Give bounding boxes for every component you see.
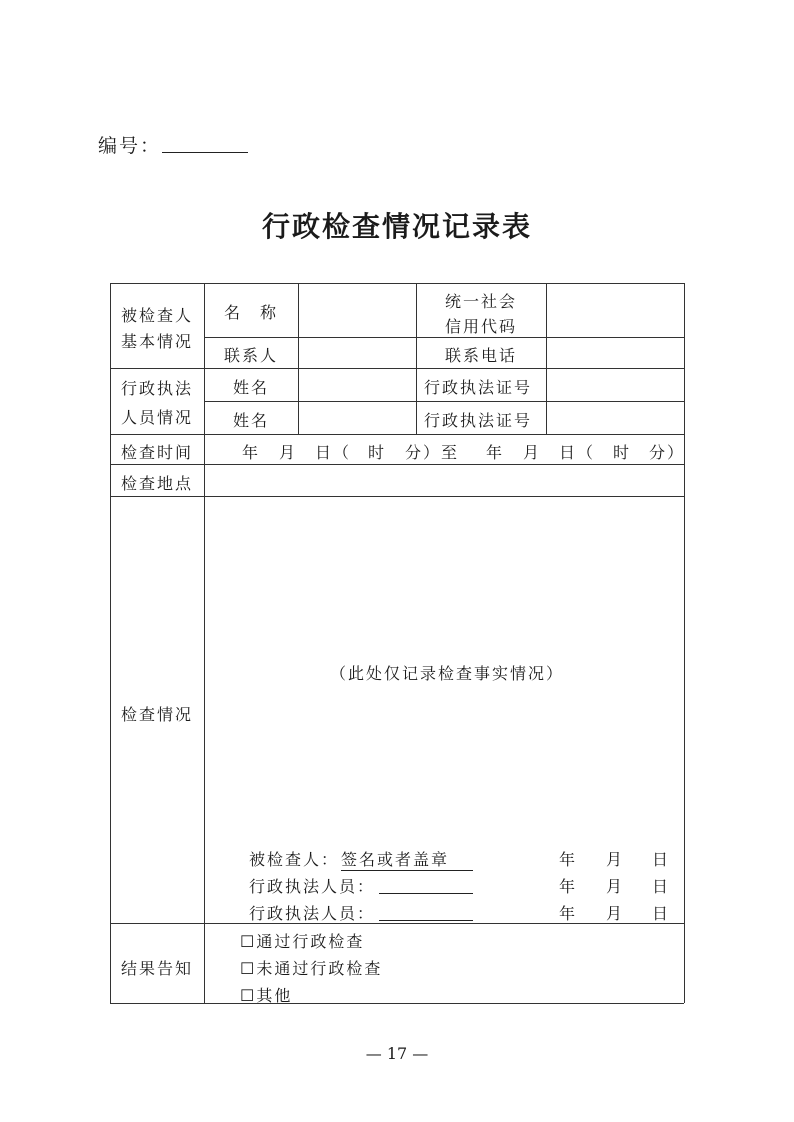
officer-name-field[interactable]	[299, 402, 416, 434]
inspected-party-label: 被检查人	[121, 306, 194, 325]
credit-code-label: 统一社会	[445, 292, 518, 311]
officer-cert-label: 行政执法证号	[424, 378, 533, 397]
officer-sign-label: 行政执法人员：	[249, 904, 376, 923]
phone-field[interactable]	[547, 338, 684, 368]
result-option[interactable]	[240, 929, 364, 952]
time-minute: 分）至	[405, 443, 460, 462]
time-hour: 时	[368, 443, 387, 462]
officer-name-field[interactable]	[299, 369, 416, 401]
table-border-bottom	[110, 1003, 684, 1004]
time-year: 年	[242, 443, 261, 462]
officer-cert-label: 行政执法证号	[424, 411, 533, 430]
contact-field[interactable]	[299, 338, 416, 368]
credit-code-field[interactable]	[547, 284, 684, 337]
checkbox-icon[interactable]: ☐	[240, 959, 257, 978]
date-year: 年	[559, 877, 578, 896]
result-option[interactable]	[240, 956, 382, 979]
time-year: 年	[486, 443, 505, 462]
inspection-place-field[interactable]	[205, 465, 684, 496]
inspected-sign-label: 被检查人：	[249, 850, 340, 869]
credit-code-label: 信用代码	[445, 317, 518, 336]
date-year: 年	[559, 850, 578, 869]
officer-name-label: 姓名	[233, 411, 270, 430]
inspection-situation-label: 检查情况	[121, 705, 194, 724]
officer-sign-field[interactable]	[379, 877, 473, 894]
date-day: 日	[652, 850, 671, 869]
time-day: 日（	[559, 443, 596, 462]
officer-cert-field[interactable]	[547, 402, 684, 434]
page-title: 行政检查情况记录表	[261, 210, 532, 243]
officer-info-label: 人员情况	[121, 408, 194, 427]
time-day: 日（	[315, 443, 352, 462]
officer-info-label: 行政执法	[121, 379, 194, 398]
result-label: 结果告知	[121, 959, 194, 978]
officer-name-label: 姓名	[233, 378, 270, 397]
time-month: 月	[279, 443, 298, 462]
name-label: 名 称	[224, 303, 279, 322]
table-line	[110, 923, 684, 924]
inspection-time-label: 检查时间	[121, 443, 194, 462]
date-month: 月	[606, 850, 625, 869]
page-number: — 17 —	[365, 1044, 429, 1063]
phone-label: 联系电话	[445, 346, 518, 365]
date-year: 年	[559, 904, 578, 923]
table-border-left	[110, 283, 111, 1003]
officer-sign-field[interactable]	[379, 904, 473, 921]
name-field[interactable]	[299, 284, 416, 337]
serial-number-label: 编号：	[98, 135, 162, 157]
serial-number-field[interactable]	[162, 152, 248, 153]
contact-label: 联系人	[224, 346, 279, 365]
table-border-right	[684, 283, 685, 1003]
inspection-place-label: 检查地点	[121, 474, 194, 493]
time-month: 月	[523, 443, 542, 462]
result-option-label: 其他	[256, 986, 293, 1005]
time-hour: 时	[613, 443, 632, 462]
result-option-label: 通过行政检查	[256, 932, 365, 951]
date-month: 月	[606, 904, 625, 923]
date-month: 月	[606, 877, 625, 896]
result-option[interactable]	[240, 983, 292, 1006]
result-option-label: 未通过行政检查	[256, 959, 383, 978]
situation-hint: （此处仅记录检查事实情况）	[330, 664, 565, 683]
date-day: 日	[652, 877, 671, 896]
inspected-sign-field[interactable]: 签名或者盖章	[341, 847, 473, 871]
checkbox-icon[interactable]: ☐	[240, 986, 257, 1005]
inspected-party-label: 基本情况	[121, 332, 194, 351]
table-line	[110, 434, 684, 435]
date-day: 日	[652, 904, 671, 923]
officer-sign-label: 行政执法人员：	[249, 877, 376, 896]
officer-cert-field[interactable]	[547, 369, 684, 401]
table-line	[416, 283, 417, 434]
checkbox-icon[interactable]: ☐	[240, 932, 257, 951]
time-minute: 分）	[649, 443, 686, 462]
